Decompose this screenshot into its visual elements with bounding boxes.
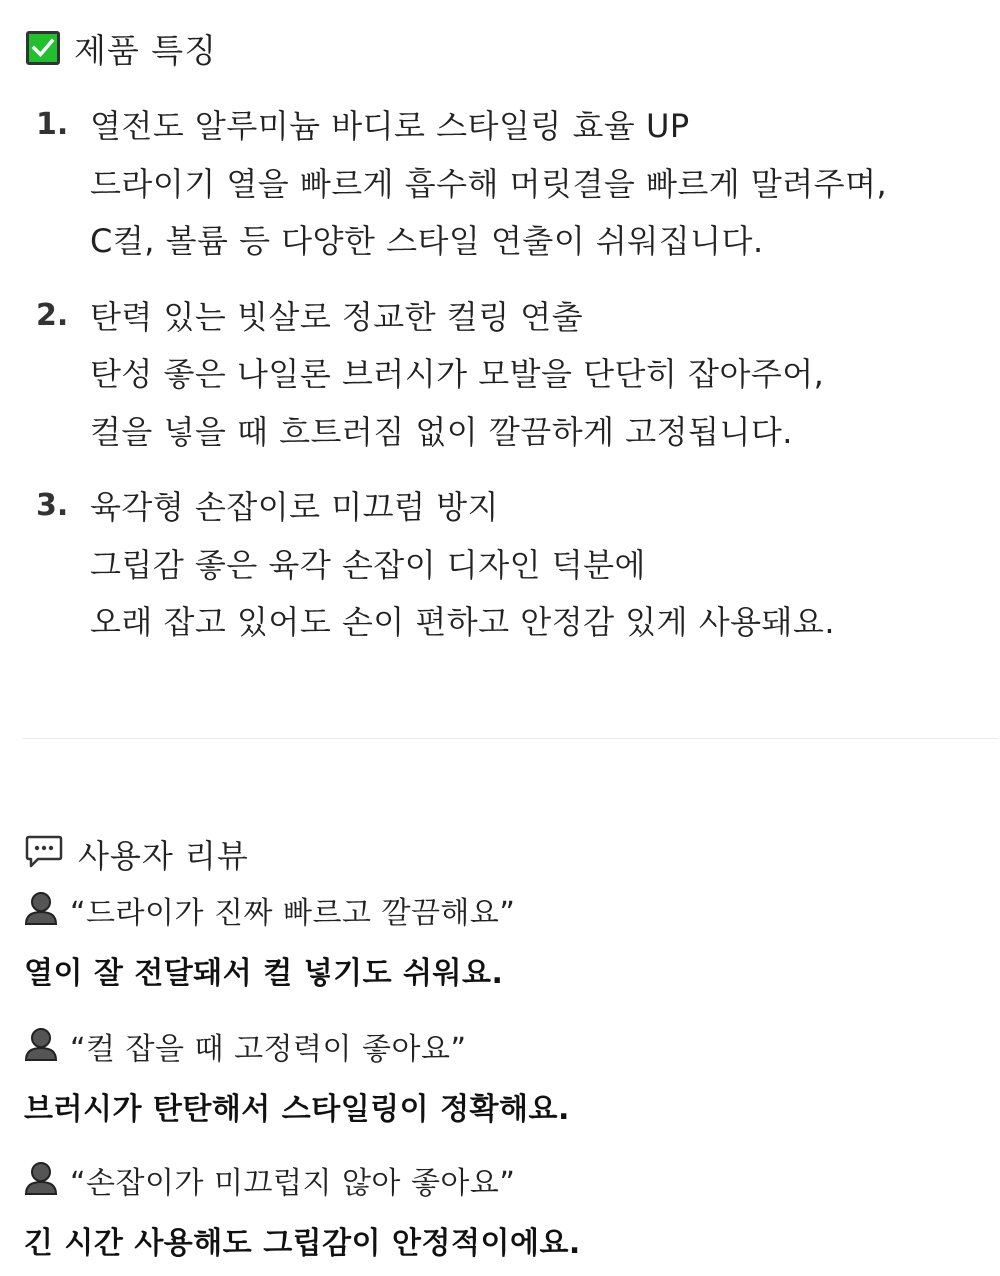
feature-title: 육각형 손잡이로 미끄럼 방지 xyxy=(90,488,499,526)
person-silhouette-icon xyxy=(24,890,58,930)
feature-description-line: C컬, 볼륨 등 다양한 스타일 연출이 쉬워집니다. xyxy=(90,222,764,260)
section-divider xyxy=(22,738,998,739)
feature-description-line: 탄성 좋은 나일론 브러시가 모발을 단단히 잡아주어, xyxy=(90,355,825,393)
review-item xyxy=(24,1020,984,1128)
features-title: 제품 특징 xyxy=(74,30,218,70)
review-quote-row xyxy=(24,1020,984,1072)
feature-number: 2. xyxy=(36,297,69,333)
person-silhouette-icon xyxy=(24,1026,58,1066)
feature-title: 열전도 알루미늄 바디로 스타일링 효율 UP xyxy=(90,107,690,145)
feature-description-line: 컬을 넣을 때 흐트러짐 없이 깔끔하게 고정됩니다. xyxy=(90,412,793,451)
feature-number: 3. xyxy=(36,488,69,523)
review-body: 긴 시간 사용해도 그립감이 안정적이에요. xyxy=(24,1226,581,1261)
review-quote: “드라이가 진짜 빠르고 깔끔해요” xyxy=(70,896,516,931)
feature-list xyxy=(0,98,1000,670)
feature-item-1 xyxy=(0,98,1000,271)
review-quote: “손잡이가 미끄럽지 않아 좋아요” xyxy=(70,1166,516,1201)
review-item xyxy=(24,1154,984,1262)
review-body: 브러시가 탄탄해서 스타일링이 정확해요. xyxy=(24,1092,570,1127)
review-quote-row xyxy=(24,1154,984,1206)
feature-item-3 xyxy=(0,479,1000,652)
feature-description-line: 오래 잡고 있어도 손이 편하고 안정감 있게 사용돼요. xyxy=(90,603,836,641)
features-header xyxy=(26,26,217,70)
reviews-header xyxy=(24,832,249,876)
feature-number: 1. xyxy=(36,107,69,142)
review-item xyxy=(24,884,984,992)
feature-title: 탄력 있는 빗살로 정교한 컬링 연출 xyxy=(90,297,584,336)
review-body: 열이 잘 전달돼서 컬 넣기도 쉬워요. xyxy=(24,956,504,991)
feature-description-line: 그립감 좋은 육각 손잡이 디자인 덕분에 xyxy=(90,545,646,584)
review-quote: “컬 잡을 때 고정력이 좋아요” xyxy=(70,1032,467,1067)
speech-bubble-icon xyxy=(24,834,64,874)
check-mark-button-icon xyxy=(26,31,60,65)
reviews-title: 사용자 리뷰 xyxy=(78,837,249,875)
person-silhouette-icon xyxy=(24,1160,58,1200)
review-quote-row xyxy=(24,884,984,936)
feature-description-line: 드라이기 열을 빠르게 흡수해 머릿결을 빠르게 말려주며, xyxy=(90,164,888,203)
feature-item-2 xyxy=(0,289,1000,462)
